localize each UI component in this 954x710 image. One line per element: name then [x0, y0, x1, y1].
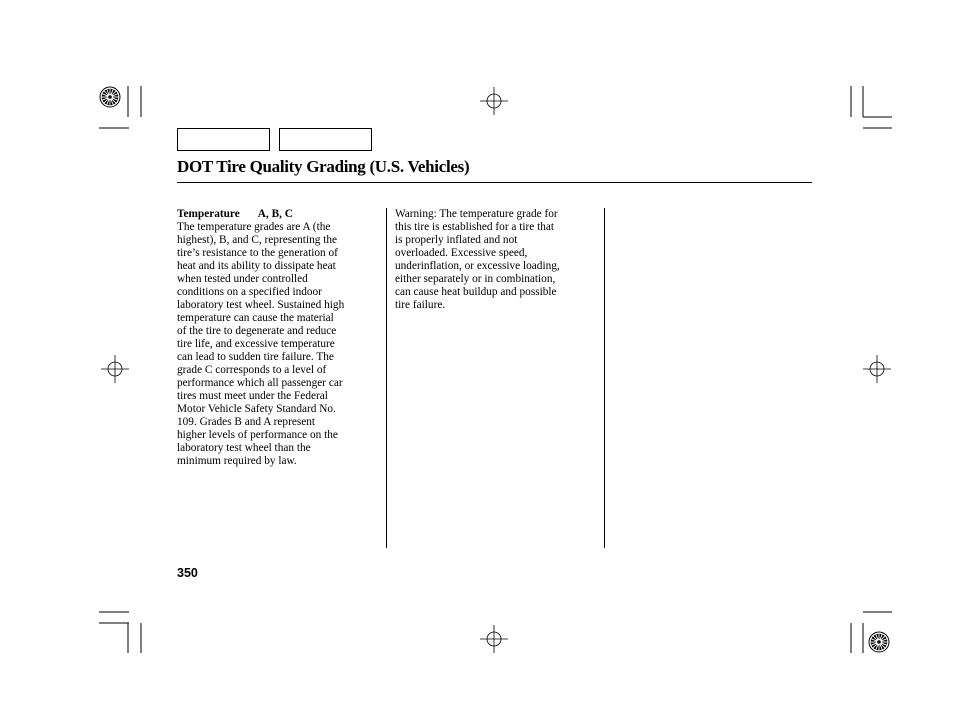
starburst-target-icon [869, 632, 889, 652]
page-number: 350 [177, 566, 198, 580]
temperature-heading [177, 208, 293, 221]
text-line: tire failure. [395, 299, 446, 311]
text-line: highest), B, and C, representing the [177, 234, 338, 246]
column-divider [386, 208, 387, 548]
column-divider [604, 208, 605, 548]
title-rule [177, 182, 812, 183]
text-line: grade C corresponds to a level of [177, 364, 327, 376]
text-line: Warning: The temperature grade for [395, 208, 558, 220]
text-line: minimum required by law. [177, 455, 297, 467]
text-line: tire life, and excessive temperature [177, 338, 335, 350]
text-line: conditions on a specified indoor [177, 286, 322, 298]
text-line: overloaded. Excessive speed, [395, 247, 528, 259]
text-line: temperature can cause the material [177, 312, 334, 324]
registration-crosshair-icon [863, 355, 891, 383]
text-line: The temperature grades are A (the [177, 221, 331, 233]
starburst-target-icon [100, 87, 120, 107]
text-line: heat and its ability to dissipate heat [177, 260, 336, 272]
text-line: tires must meet under the Federal [177, 390, 328, 402]
header-tab-box [177, 128, 270, 151]
registration-crosshair-icon [480, 87, 508, 115]
text-line: laboratory test wheel. Sustained high [177, 299, 345, 311]
text-line: 109. Grades B and A represent [177, 416, 316, 428]
text-line: of the tire to degenerate and reduce [177, 325, 337, 337]
text-line: laboratory test wheel than the [177, 442, 311, 454]
page-title: DOT Tire Quality Grading (U.S. Vehicles) [177, 157, 470, 176]
text-line: is properly inflated and not [395, 234, 518, 246]
temperature-warning [395, 208, 600, 312]
text-line: when tested under controlled [177, 273, 308, 285]
text-line: this tire is established for a tire that [395, 221, 555, 233]
temperature-description [177, 221, 382, 468]
temperature-grades: A, B, C [257, 208, 293, 220]
text-line: can cause heat buildup and possible [395, 286, 557, 298]
temperature-heading-label: Temperature [177, 208, 240, 220]
text-line: Motor Vehicle Safety Standard No. [177, 403, 336, 415]
text-line: higher levels of performance on the [177, 429, 338, 441]
text-line: either separately or in combination, [395, 273, 556, 285]
text-line: performance which all passenger car [177, 377, 343, 389]
header-tab-box [279, 128, 372, 151]
registration-crosshair-icon [101, 355, 129, 383]
text-line: can lead to sudden tire failure. The [177, 351, 334, 363]
text-line: tire’s resistance to the generation of [177, 247, 338, 259]
text-line: underinflation, or excessive loading, [395, 260, 560, 272]
registration-crosshair-icon [480, 625, 508, 653]
